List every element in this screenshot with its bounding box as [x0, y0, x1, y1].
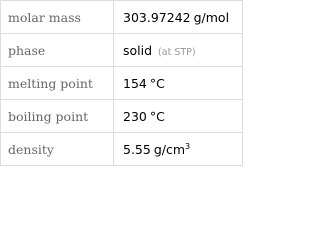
- property-value-cell: [114, 100, 243, 133]
- table-row: [1, 34, 243, 67]
- property-label: density: [1, 133, 114, 166]
- unit-exponent: 3: [185, 141, 191, 151]
- property-value-cell: [114, 133, 243, 166]
- property-value-cell: [114, 67, 243, 100]
- property-value: 5.55: [123, 141, 151, 157]
- property-value: 303.97242: [123, 9, 191, 25]
- property-value: 230: [123, 108, 147, 124]
- property-unit: g/mol: [193, 9, 230, 25]
- property-value-cell: [114, 1, 243, 34]
- property-unit: [154, 142, 190, 157]
- property-value-cell: [114, 34, 243, 67]
- unit-base: g/cm: [153, 141, 186, 157]
- property-unit: °C: [149, 108, 165, 124]
- property-label: melting point: [1, 67, 114, 100]
- property-note: (at STP): [158, 46, 196, 58]
- table-row: [1, 1, 243, 34]
- property-unit: °C: [149, 75, 165, 91]
- table-row: [1, 100, 243, 133]
- property-label: boiling point: [1, 100, 114, 133]
- property-value: solid: [123, 42, 153, 58]
- property-label: molar mass: [1, 1, 114, 34]
- table-row: [1, 133, 243, 166]
- property-label: phase: [1, 34, 114, 67]
- property-value: 154: [123, 75, 147, 91]
- table-row: [1, 67, 243, 100]
